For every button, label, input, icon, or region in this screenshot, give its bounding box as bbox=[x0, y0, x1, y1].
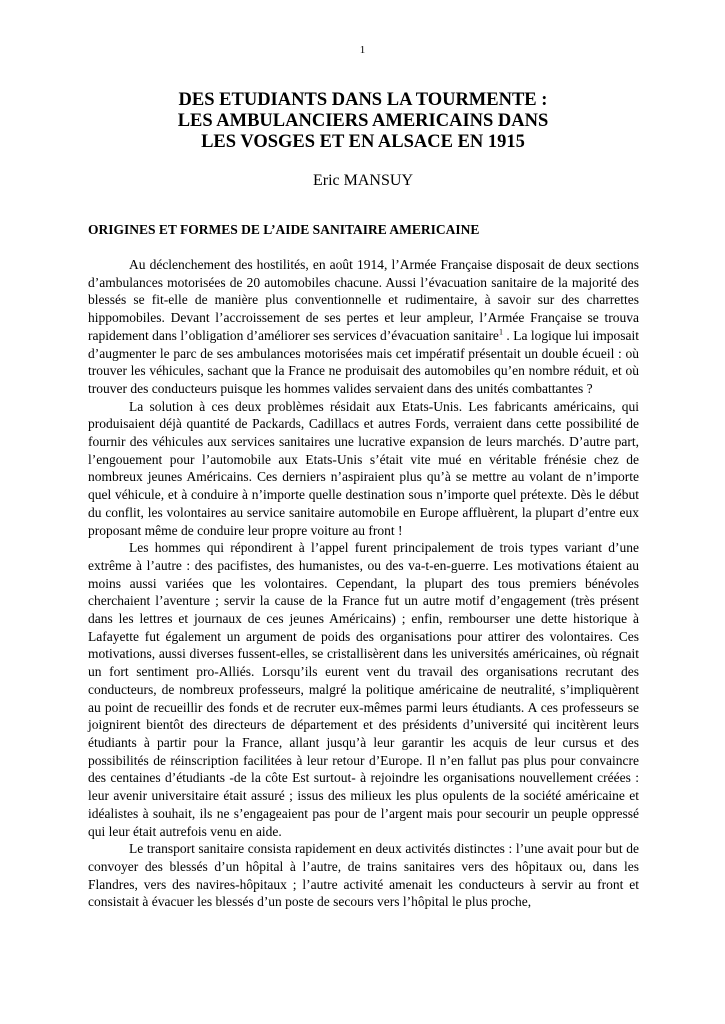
paragraph-text: Au déclenchement des hostilités, en août 1914, l’Armée Française disposait de deux sections d’ambulances motorisées de 20 automobiles chacune. Aussi l’évacuation sanitaire de la majorité des blessés se fit-elle de manière plus conventionnelle et rudimentaire, à savoir sur des charrettes hippomobiles. Devant l’accroissement de ses pertes et leur ampleur, l’Armée Française se trouva rapidement dans l’obligation d’améliorer ses services d’évacuation sanitaire bbox=[88, 257, 639, 343]
section-heading: ORIGINES ET FORMES DE L’AIDE SANITAIRE AMERICAINE bbox=[88, 222, 480, 237]
title-line: LES VOSGES ET EN ALSACE EN 1915 bbox=[201, 132, 525, 152]
paragraph bbox=[88, 256, 639, 398]
document-title bbox=[88, 90, 638, 153]
paragraph: Le transport sanitaire consista rapidement en deux activités distinctes : l’une avait pour but de convoyer des blessés d’un hôpital à l’autre, de trains sanitaires vers des hôpitaux ou, dans les Flandres, vers des navires-hôpitaux ; l’autre activité amenait les conducteurs à servir au front et consistait à évacuer les blessés d’un poste de secours vers l’hôpital le plus proche, bbox=[88, 841, 639, 910]
title-line: LES AMBULANCIERS AMERICAINS DANS bbox=[177, 111, 549, 131]
title-line: DES ETUDIANTS DANS LA TOURMENTE : bbox=[178, 90, 548, 110]
footnote-reference[interactable]: 1 bbox=[498, 327, 503, 337]
paragraph-text: . La logique lui imposait d’augmenter le parc de ses ambulances motorisées mais cet impératif présentait un double écueil : où trouver les véhicules, sachant que la France ne produisait des automobiles qu’en nombre réduit, et où trouver des conducteurs puisque les hommes valides servaient dans des unités combattantes ? bbox=[88, 327, 639, 396]
author-name: Eric MANSUY bbox=[313, 172, 413, 189]
paragraph: Les hommes qui répondirent à l’appel furent principalement de trois types variant d’une extrême à l’autre : des pacifistes, des humanistes, ou des va-t-en-guerre. Les motivations étaient au moins aussi variées que les volontaires. Cependant, la plupart des tous premiers bénévoles cherchaient l’aventure ; servir la cause de la France fut un autre motif d’engagement (très présent dans les lettres et journaux de ces jeunes Américains) ; enfin, rembourser une dette historique à Lafayette fut également un argument de poids des organisations pour attirer des volontaires. Ces motivations, aussi diverses fussent-elles, se cristallisèrent dans les universités américaines, où régnait un fort sentiment pro-Alliés. Lorsqu’ils eurent vent du travail des organisations recrutant des conducteurs, de nombreux professeurs, malgré la politique américaine de neutralité, s’impliquèrent au point de recueillir des fonds et de recruter eux-mêmes parmi leurs étudiants. A ces professeurs se joignirent bientôt des directeurs de département et des présidents d’université qui incitèrent leurs étudiants à partir pour la France, allant jusqu’à leur garantir les acquis de leur cursus et des possibilités de réinscription facilitées à leur retour d’Europe. Il n’en fallut pas plus pour convaincre des centaines d’étudiants -de la côte Est surtout- à rejoindre les organisations nouvellement créées : leur avenir universitaire était assuré ; issus des milieux les plus opulents de la société américaine et idéalistes à souhait, ils ne s’engageaient pas pour de l’argent mais pour secourir un peuple oppressé qui leur était autrefois venu en aide. bbox=[88, 540, 639, 839]
body-text bbox=[88, 256, 639, 911]
paragraph: La solution à ces deux problèmes résidait aux Etats-Unis. Les fabricants américains, qui produisaient déjà quantité de Packards, Cadillacs et autres Fords, verraient dans cette possibilité de fournir des véhicules aux services sanitaires une lucrative expansion de leurs marchés. D’autre part, l’engouement pour l’automobile aux Etats-Unis s’était vite mué en véritable frénésie chez de nombreux jeunes Américains. Ces derniers n’aspiraient plus qu’à se mettre au volant de n’importe quel véhicule, et à conduire à n’importe quelle destination sous n’importe quel prétexte. Dès le début du conflit, les volontaires au service sanitaire automobile en Europe affluèrent, la plupart d’entre eux proposant même de conduire leur propre voiture au front ! bbox=[88, 398, 639, 538]
page-number: 1 bbox=[359, 44, 366, 56]
